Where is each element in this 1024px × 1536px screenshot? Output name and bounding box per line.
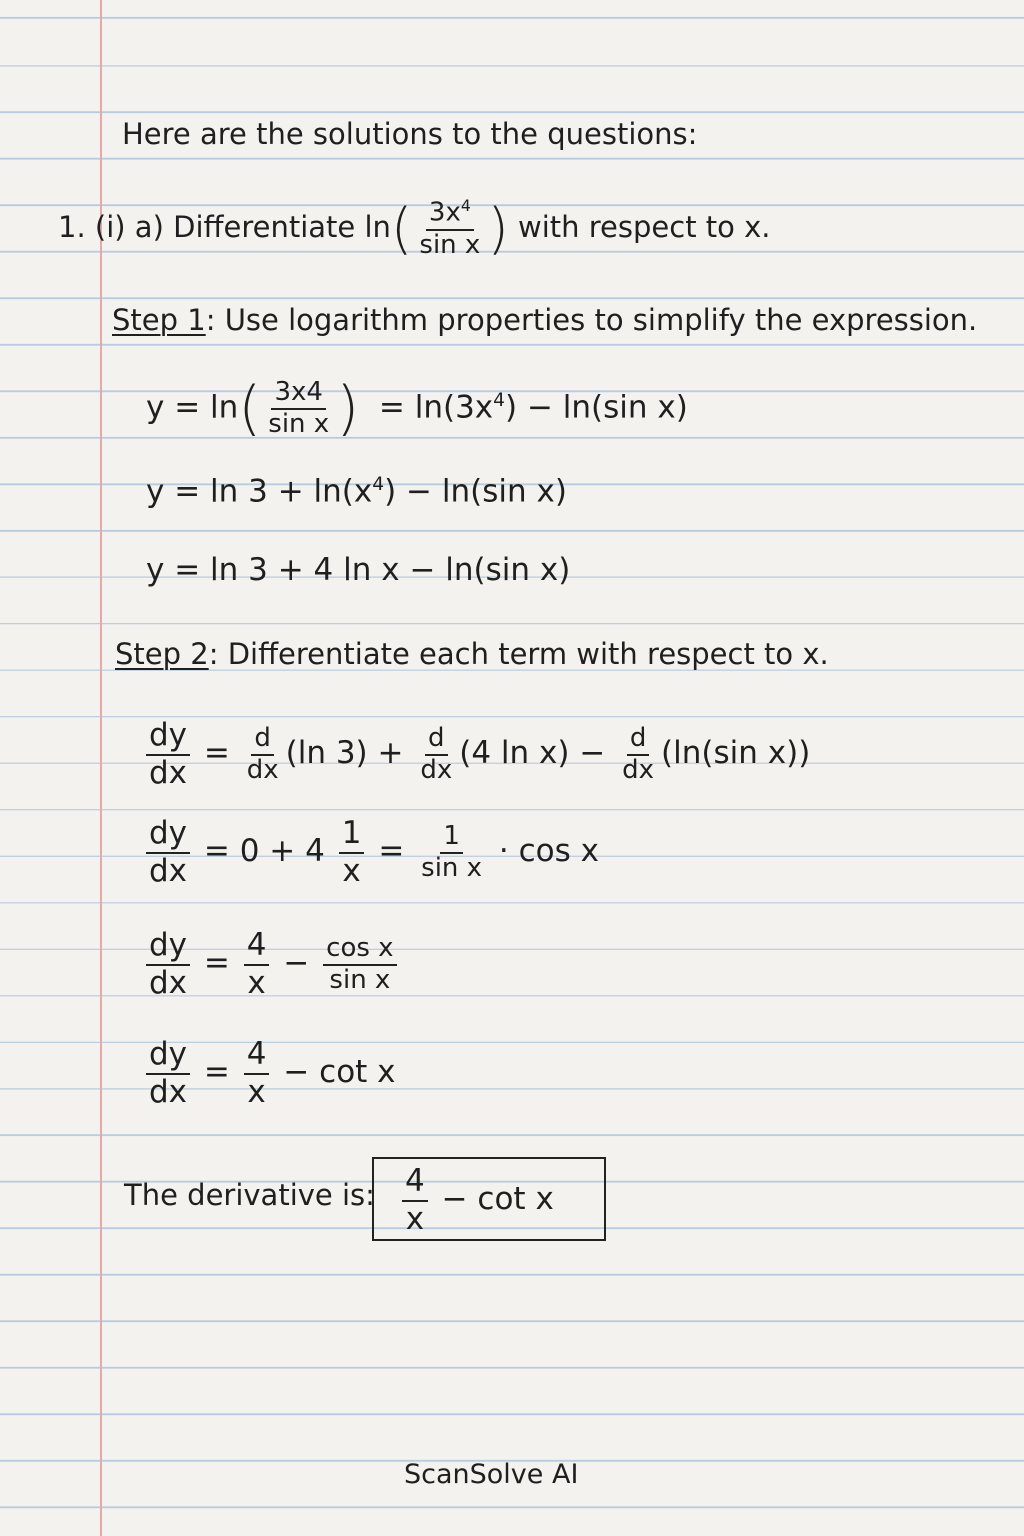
ln-fn: ln (364, 210, 391, 245)
question-part: (i) a) (94, 210, 164, 245)
step2-line3: $\frac{dy}{dx}$ = $\frac{4}{x}$ − $\frac{\text{cos x}}{\text{sin x}}$ (142, 928, 401, 1001)
one-over-sinx-fraction: $\frac{1}{\text{sin x}}$ (421, 820, 483, 883)
step1-fraction: $\frac{3x4}{\text{sin x}}$ (268, 377, 330, 439)
question-line: 1. (i) a) Differentiate ln( $\frac{3x^4}{\text{sin x}}$ ) with respect to x. (58, 196, 771, 261)
dydx-fraction: $\frac{dy}{dx}$ (146, 718, 190, 791)
step1-line2: $y = \ln 3 + \ln(x^4) - \ln(\sin$ x) (146, 473, 567, 510)
question-fraction: $\frac{3x^4}{\text{sin x}}$ (419, 197, 481, 260)
answer-fraction: $\frac{4}{x}$ (402, 1164, 428, 1237)
question-number: 1. (58, 210, 86, 245)
step1-text: : Use logarithm properties to simplify the expression. (205, 303, 978, 337)
step2-text: : Differentiate each term with respect to x. (208, 637, 829, 671)
dydx-fraction: $\frac{dy}{dx}$ (146, 1037, 190, 1110)
answer-expression: $\frac{4}{x}$ − cot x (398, 1164, 554, 1237)
dydx-fraction: $\frac{dy}{dx}$ (146, 928, 190, 1001)
intro-text: Here are the solutions to the questions: (122, 117, 698, 151)
step1-label: Step 1 (112, 303, 206, 337)
step1-line1: y = ln( $\frac{3x4}{\text{sin x}}$ ) = $\ln(3x^4) - \ln(\sin$ x) (146, 373, 688, 443)
dydx-fraction: $\frac{dy}{dx}$ (146, 816, 190, 889)
step2-line4: $\frac{dy}{dx}$ = $\frac{4}{x}$ − cot x (142, 1037, 396, 1110)
step2-line1: $\frac{dy}{dx}$ = $\frac{d}{dx}$ (ln 3) + $\frac{d}{dx}$ (4 ln x) − $\frac{d}{dx}$ (ln(sin x)) (142, 718, 810, 791)
four-over-x-fraction: $\frac{4}{x}$ (244, 1037, 270, 1110)
step1-line3: y = ln 3 + 4 ln x − ln(sin x) (146, 552, 571, 588)
d-dx-fraction: $\frac{d}{dx}$ (420, 722, 453, 785)
step2-heading (115, 637, 829, 671)
answer-label: The derivative is: (124, 1178, 375, 1212)
step1-heading (112, 303, 978, 337)
question-suffix: with respect to x. (518, 210, 771, 245)
one-over-x-fraction: $\frac{1}{x}$ (339, 816, 365, 889)
step2-label: Step 2 (115, 637, 209, 671)
d-dx-fraction: $\frac{d}{dx}$ (246, 722, 279, 785)
step2-line2: $\frac{dy}{dx}$ = 0 + 4 $\frac{1}{x}$ = $\frac{1}{\text{sin x}}$ · cos x (142, 816, 599, 889)
four-over-x-fraction: $\frac{4}{x}$ (244, 928, 270, 1001)
question-text: Differentiate (173, 210, 356, 245)
cos-over-sin-fraction: $\frac{\text{cos x}}{\text{sin x}}$ (323, 934, 396, 996)
d-dx-fraction: $\frac{d}{dx}$ (622, 722, 655, 785)
footer-brand: ScanSolve AI (404, 1459, 579, 1490)
